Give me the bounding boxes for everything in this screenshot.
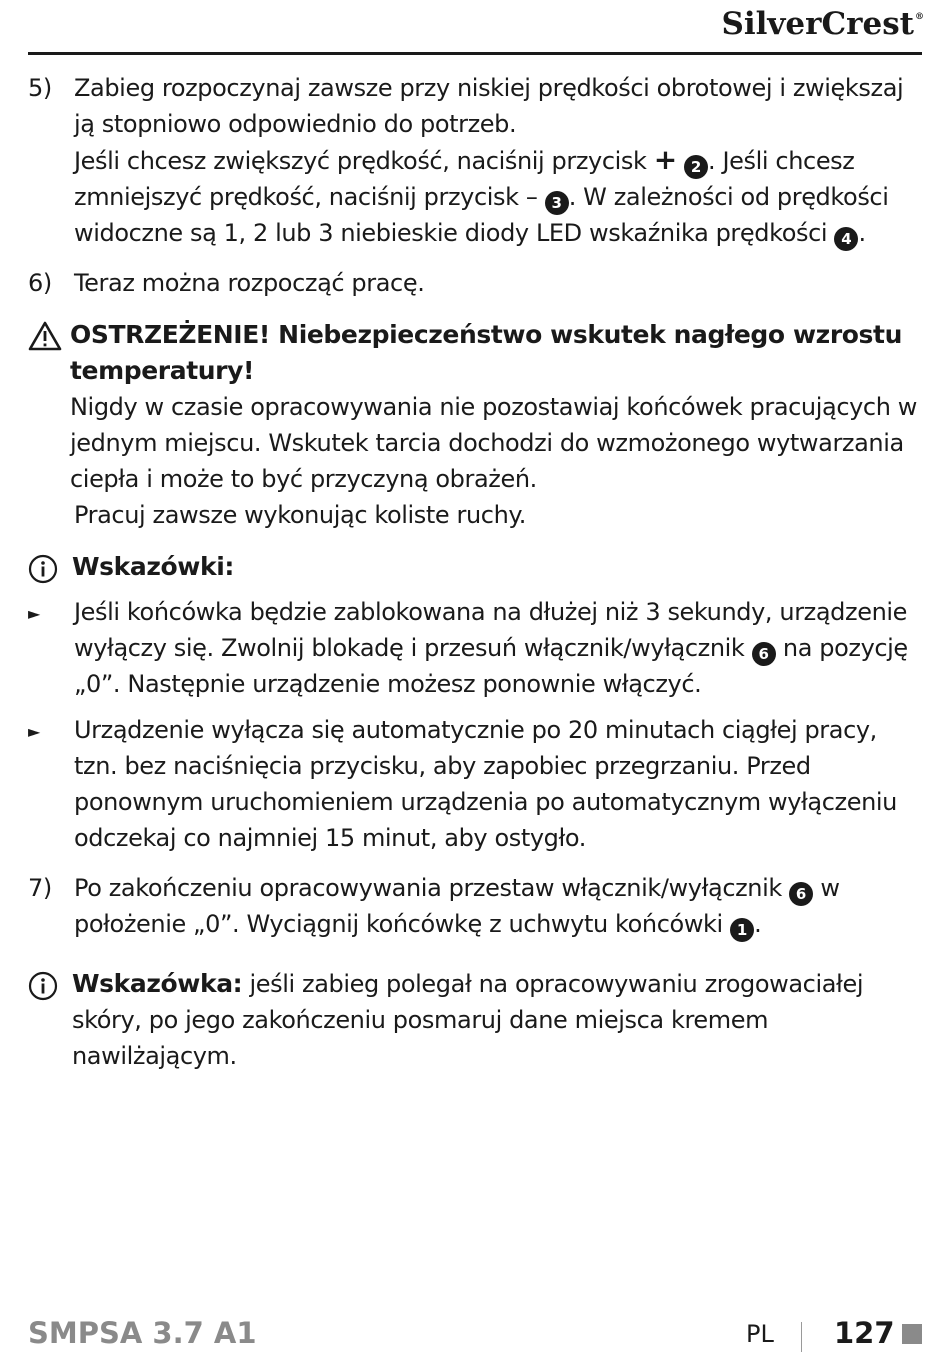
footer-language: PL	[746, 1320, 774, 1348]
ref-badge-2: 2	[684, 155, 708, 179]
note-title: Wskazówka:	[72, 969, 243, 998]
step-number: 7)	[28, 874, 52, 902]
footer-square-marker	[902, 1324, 922, 1344]
note-text: Wskazówka: jeśli zabieg polegał na opracowywaniu zrogowaciałej skóry, po jego zakończeniu posmaruj dane miejsca kremem nawilżającym.	[72, 969, 864, 1070]
ref-badge-6: 6	[752, 642, 776, 666]
warning-heading	[28, 317, 922, 389]
bullet-arrow-icon: ►	[28, 722, 40, 741]
tip-text-2: Urządzenie wyłącza się automatycznie po 20 minutach ciągłej pracy, tzn. bez naciśnięcia przycisku, aby zapobiec przegrzaniu. Przed ponownym uruchomieniem urządzenia po automatycznym wyłączeniu odczekaj co najmniej 15 minut, aby ostygło.	[74, 716, 897, 852]
plus-symbol: +	[653, 143, 677, 176]
tips-list-item	[28, 712, 922, 856]
step-7-text: Po zakończeniu opracowywania przestaw włącznik/wyłącznik 6 w położenie „0”. Wyciągnij końcówkę z uchwytu końcówki 1 .	[74, 870, 922, 942]
ref-badge-4: 4	[834, 227, 858, 251]
warning-text-2: Pracuj zawsze wykonując koliste ruchy.	[74, 501, 527, 529]
info-icon	[28, 549, 72, 594]
warning-title: OSTRZEŻENIE! Niebezpieczeństwo wskutek nagłego wzrostu temperatury!	[70, 320, 902, 385]
step-5-text-2: Jeśli chcesz zwiększyć prędkość, naciśnij przycisk + 2 . Jeśli chcesz zmniejszyć prędkość, naciśnij przycisk – 3 . W zależności od prędkości widoczne są 1, 2 lub 3 niebieskie diody LED wskaźnika prędkości 4 .	[74, 142, 922, 251]
ref-badge-3: 3	[545, 191, 569, 215]
tips-heading	[28, 549, 922, 594]
brand-registered-mark: ®	[915, 12, 924, 22]
step-number: 6)	[28, 269, 52, 297]
content	[28, 70, 922, 1074]
bullet-arrow-icon: ►	[28, 604, 40, 623]
footer-divider	[801, 1322, 802, 1352]
page-number: 127	[834, 1316, 895, 1350]
tips-list-item	[28, 594, 922, 702]
tips-title: Wskazówki:	[72, 552, 234, 581]
footer-model: SMPSA 3.7 A1	[28, 1316, 257, 1350]
warning-triangle-icon	[28, 317, 70, 389]
step-7	[28, 870, 922, 942]
ref-badge-1: 1	[730, 918, 754, 942]
step-body	[74, 70, 922, 251]
warning-block	[28, 317, 922, 533]
warning-text: Nigdy w czasie opracowywania nie pozostawiaj końcówek pracujących w jednym miejscu. Wskutek tarcia dochodzi do wzmożonego wytwarzania ciepła i może to być przyczyną obrażeń.	[70, 393, 917, 493]
step-5-text-1: Zabieg rozpoczynaj zawsze przy niskiej prędkości obrotowej i zwiększaj ją stopniowo odpowiednio do potrzeb.	[74, 74, 904, 138]
note-block	[28, 966, 922, 1074]
ref-badge-6: 6	[789, 882, 813, 906]
step-6	[28, 265, 922, 301]
tips-block	[28, 549, 922, 856]
tip-text-1: Jeśli końcówka będzie zablokowana na dłużej niż 3 sekundy, urządzenie wyłączy się. Zwolnij blokadę i przesuń włącznik/wyłącznik 6 na pozycję „0”. Następnie urządzenie możesz ponownie włączyć.	[74, 598, 908, 698]
brand-logo	[721, 6, 924, 42]
brand-name: SilverCrest	[721, 6, 914, 42]
info-icon	[28, 966, 72, 1074]
step-6-text: Teraz można rozpocząć pracę.	[74, 269, 425, 297]
step-number: 5)	[28, 74, 52, 102]
header-rule	[28, 52, 922, 55]
step-5	[28, 70, 922, 251]
